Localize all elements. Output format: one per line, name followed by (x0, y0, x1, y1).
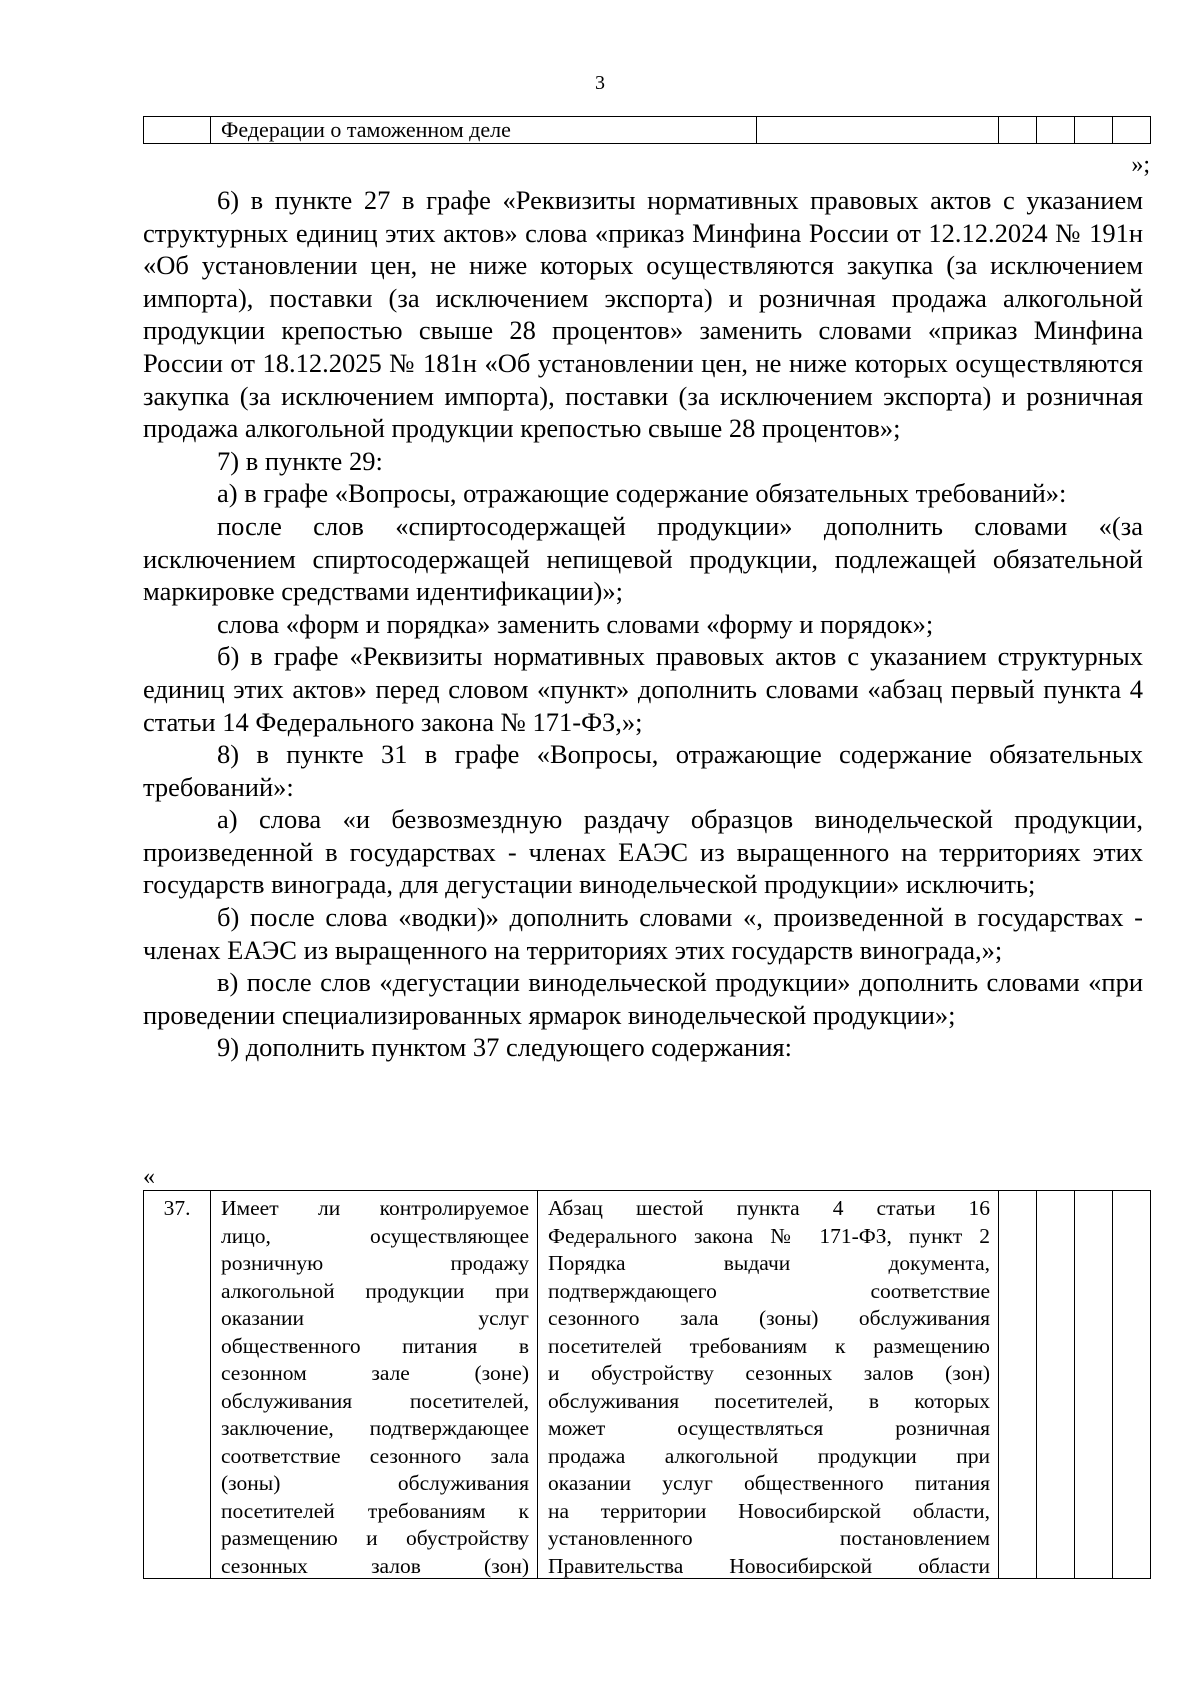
requisites-line: Порядка выдачи документа, (548, 1251, 990, 1275)
page-number: 3 (595, 72, 605, 94)
table-cell (1113, 117, 1151, 144)
question-line: оказании услуг (221, 1306, 529, 1330)
question-line: посетителей требованиям к (221, 1498, 529, 1523)
paragraph: а) в графе «Вопросы, отражающие содержание обязательных требований»: (217, 478, 1067, 509)
table-cell-text: Федерации о таможенном деле (211, 117, 757, 144)
question-line: сезонных залов (зон) (221, 1553, 529, 1578)
question-line: размещению и обустройству (221, 1526, 529, 1550)
paragraph: б) после слова «водки)» дополнить словами «, произведенной в государствах - членах ЕАЭС из выращенного на территориях этих государств винограда,»; (143, 902, 1143, 965)
requisites-cell (538, 1191, 999, 1579)
question-line: общественного питания в (221, 1333, 529, 1358)
requisites-line: оказании услуг общественного питания (548, 1471, 990, 1495)
question-line: сезонном зале (зоне) (221, 1361, 529, 1385)
question-line: соответствие сезонного зала (221, 1443, 529, 1468)
paragraph: 6) в пункте 27 в графе «Реквизиты нормативных правовых актов с указанием структурных единиц этих актов» слова «приказ Минфина России от 12.12.2024 № 191н «Об установлении цен, не ниже которых осуществляются закупка (за исключением импорта), поставки (за исключением экспорта) и розничная продажа алкогольной продукции крепостью свыше 28 процентов» заменить словами «приказ Минфина России от 18.12.2025 № 181н «Об установлении цен, не ниже которых осуществляются закупка (за исключением импорта), поставки (за исключением экспорта) и розничная продажа алкогольной продукции крепостью свыше 28 процентов»; (143, 185, 1143, 444)
question-line: лицо, осуществляющее (221, 1223, 529, 1248)
requisites-line: сезонного зала (зоны) обслуживания (548, 1306, 990, 1330)
table-cell (757, 117, 999, 144)
requisites-line: обслуживания посетителей, в которых (548, 1388, 990, 1413)
document-body (143, 184, 1143, 1064)
table-cell (1075, 1191, 1113, 1579)
requisites-line: Абзац шестой пункта 4 статьи 16 (548, 1196, 990, 1220)
table-cell (144, 117, 211, 144)
paragraph: 9) дополнить пунктом 37 следующего содержания: (217, 1032, 792, 1063)
table-cell (1037, 1191, 1075, 1579)
question-line: алкогольной продукции при (221, 1278, 529, 1303)
table-row (144, 117, 1151, 144)
paragraph: слова «форм и порядка» заменить словами «форму и порядок»; (217, 608, 934, 639)
question-line: розничную продажу (221, 1251, 529, 1275)
question-cell (211, 1191, 538, 1579)
requisites-line: установленного постановлением (548, 1526, 990, 1550)
question-line: Имеет ли контролируемое (221, 1196, 529, 1220)
question-line: (зоны) обслуживания (221, 1471, 529, 1495)
requisites-line: посетителей требованиям к размещению (548, 1333, 990, 1358)
requisites-line: подтверждающего соответствие (548, 1278, 990, 1303)
table-cell (1113, 1191, 1151, 1579)
requisites-line: Федерального закона № 171-ФЗ, пункт 2 (548, 1223, 990, 1248)
closing-quote: »; (1131, 152, 1150, 178)
requisites-line: может осуществляться розничная (548, 1416, 990, 1440)
new-row-table (143, 1190, 1151, 1579)
question-line: обслуживания посетителей, (221, 1388, 529, 1413)
paragraph: б) в графе «Реквизиты нормативных правовых актов с указанием структурных единиц этих актов» перед словом «пункт» дополнить словами «абзац первый пункта 4 статьи 14 Федерального закона № 171-ФЗ,»; (143, 641, 1143, 737)
paragraph: после слов «спиртосодержащей продукции» дополнить словами «(за исключением спиртосодержащей непищевой продукции, подлежащей обязательной маркировке средствами идентификации)»; (143, 510, 1143, 607)
paragraph: в) после слов «дегустации винодельческой продукции» дополнить словами «при проведении специализированных ярмарок винодельческой продукции»; (143, 967, 1143, 1030)
table-cell (1075, 117, 1113, 144)
requisites-line: продажа алкогольной продукции при (548, 1443, 990, 1468)
paragraph: а) слова «и безвозмездную раздачу образцов винодельческой продукции, произведенной в государствах - членах ЕАЭС из выращенного на территориях этих государств винограда, для дегустации винодельческой продукции» исключить; (143, 804, 1143, 900)
question-line: заключение, подтверждающее (221, 1416, 529, 1440)
paragraph: 8) в пункте 31 в графе «Вопросы, отражающие содержание обязательных требований»: (143, 739, 1143, 802)
table-row (144, 1191, 1151, 1579)
requisites-line: и обустройству сезонных залов (зон) (548, 1361, 990, 1385)
paragraph: 7) в пункте 29: (217, 445, 383, 476)
table-cell (1037, 117, 1075, 144)
row-number: 37. (144, 1191, 211, 1579)
table-cell (999, 117, 1037, 144)
table-cell (999, 1191, 1037, 1579)
requisites-line: Правительства Новосибирской области (548, 1553, 990, 1578)
requisites-line: на территории Новосибирской области, (548, 1498, 990, 1523)
continuation-table (143, 116, 1151, 144)
opening-quote: « (143, 1164, 155, 1190)
